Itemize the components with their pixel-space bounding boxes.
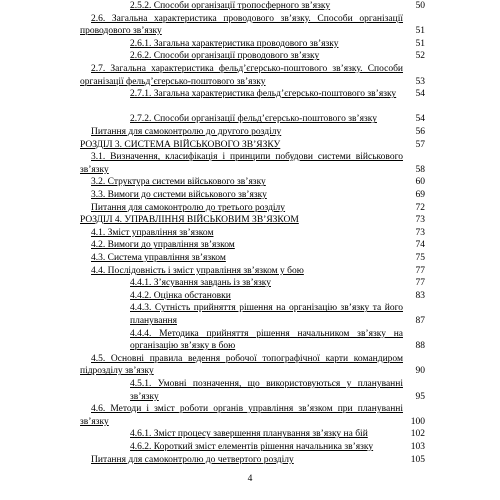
toc-entry[interactable] — [80, 454, 425, 467]
toc-entry-title: 4.2. Вимоги до управління зв’язком — [91, 240, 235, 251]
toc-entry-title: 2.6.1. Загальна характеристика проводового зв’язку — [130, 38, 339, 49]
toc-entry[interactable] — [80, 353, 425, 378]
toc-entry[interactable] — [80, 441, 425, 454]
toc-entry[interactable] — [80, 428, 425, 441]
toc-entry[interactable] — [80, 227, 425, 240]
toc-entry-page: 88 — [415, 341, 425, 352]
toc-entry-title: 2.6. Загальна характеристика проводового зв’язку. Способи організації проводового зв’язку — [80, 13, 403, 37]
toc-entry-page: 95 — [415, 391, 425, 402]
toc-entry[interactable] — [80, 265, 425, 278]
toc-entry-title: 2.7.1. Загальна характеристика фельд’єгерсько-поштового зв’язку — [130, 89, 397, 100]
toc-entry-page: 105 — [410, 454, 425, 465]
toc-entry-page: 90 — [415, 366, 425, 377]
page-number: 4 — [247, 474, 253, 484]
toc-entry-page: 51 — [415, 38, 425, 49]
toc-entry-title: 3.1. Визначення, класифікація і принципи побудови системи військового зв’язку — [80, 152, 403, 175]
toc-entry[interactable] — [80, 403, 425, 428]
toc-entry-title: 4.4.1. З’ясування завдань із зв’язку — [130, 278, 271, 289]
toc-entry-page: 57 — [415, 139, 425, 150]
toc-entry-page: 73 — [415, 227, 425, 238]
toc-entry[interactable] — [80, 113, 425, 126]
toc-entry[interactable] — [80, 328, 425, 353]
toc-entry-title: 3.3. Вимоги до системи військового зв’язку — [91, 190, 267, 200]
toc-entry[interactable] — [80, 126, 425, 139]
toc-entry-title: Питання для самоконтролю до четвертого розділу — [91, 454, 294, 465]
toc-entry[interactable] — [80, 63, 425, 88]
toc-entry[interactable] — [80, 378, 425, 403]
toc-entry-title: 2.7.2. Способи організації фельд’єгерсько-поштового зв’язку — [130, 114, 377, 125]
toc-entry-page: 100 — [410, 416, 425, 427]
toc-entry-title: Питання для самоконтролю до другого розділу — [91, 127, 282, 137]
toc-entry[interactable] — [80, 202, 425, 215]
toc-entry-page: 102 — [410, 429, 425, 440]
toc-entry-page: 72 — [415, 202, 425, 213]
toc-entry-title: 2.5.2. Способи організації тропосферного зв’язку — [130, 1, 331, 11]
toc-entry-title: 4.6.2. Короткий зміст елементів рішення начальника зв’язку — [130, 442, 374, 452]
toc-entry-page: 56 — [415, 127, 425, 137]
toc-entry[interactable] — [80, 290, 425, 303]
toc-entry-page: 83 — [415, 290, 425, 301]
toc-entry[interactable] — [80, 302, 425, 327]
toc-entry[interactable] — [80, 176, 425, 189]
toc-entry-title: 4.5. Основні правила ведення робочої топографічної карти командиром підрозділу зв’язку — [80, 353, 403, 377]
toc-entry-page: 77 — [415, 278, 425, 289]
toc-entry[interactable] — [80, 277, 425, 290]
toc-entry[interactable] — [80, 13, 425, 38]
toc-entry-title: 4.6. Методи і зміст роботи органів управління зв’язком при плануванні зв’язку — [80, 404, 403, 427]
toc-entry-page: 77 — [415, 265, 425, 276]
toc-entry-page: 103 — [410, 442, 425, 452]
toc-entry-title: 4.1. Зміст управління зв’язком — [91, 227, 214, 238]
toc-entry[interactable] — [80, 139, 425, 152]
toc-entry-title: 4.4.2. Оцінка обстановки — [130, 290, 231, 301]
toc-entry-page: 74 — [415, 240, 425, 251]
toc-entry-title: 4.4.4. Методика прийняття рішення начальником зв’язку на організацію зв’язку в бою — [130, 328, 403, 352]
toc-entry-page: 54 — [415, 114, 425, 125]
toc-entry[interactable] — [80, 38, 425, 51]
toc-entry[interactable] — [80, 239, 425, 252]
toc-entry-title: 4.5.1. Умовні позначення, що використовуються у плануванні зв’язку — [130, 379, 403, 402]
toc-entry-title: 4.3. Система управління зв’язком — [91, 253, 226, 263]
toc-entry[interactable] — [80, 214, 425, 227]
toc-entry-title: Питання для самоконтролю до третього розділу — [91, 202, 286, 213]
toc-entry-page: 52 — [415, 51, 425, 62]
toc-entry-page: 75 — [415, 253, 425, 263]
toc-entry-page: 60 — [415, 177, 425, 188]
toc-entry-title: 2.7. Загальна характеристика фельд’єгерсько-поштового зв’язку. Способи організації фельд’єгерсько-поштового зв’язку — [80, 64, 403, 87]
toc-entry-title: РОЗДІЛ 4. УПРАВЛІННЯ ВІЙСЬКОВИМ ЗВ’ЯЗКОМ — [80, 215, 299, 226]
toc-entry-title: 4.6.1. Зміст процесу завершення планування зв’язку на бій — [130, 429, 368, 440]
toc-entry-page: 53 — [415, 76, 425, 87]
toc-entry-page: 54 — [415, 89, 425, 100]
toc-entry[interactable] — [80, 50, 425, 63]
toc-entry-page: 50 — [415, 1, 425, 11]
toc-entry-title: 4.4. Послідовність і зміст управління зв’язком у бою — [91, 265, 304, 276]
toc-entry[interactable] — [80, 252, 425, 265]
toc-entry-page: 51 — [415, 26, 425, 37]
toc-entry-page: 73 — [415, 215, 425, 226]
toc-entry-title: 4.4.3. Сутність прийняття рішення на організацію зв’язку та його планування — [130, 303, 403, 326]
toc-entry[interactable] — [80, 88, 425, 101]
toc-entry-page: 87 — [415, 315, 425, 326]
toc-entry[interactable] — [80, 0, 425, 13]
toc-entry-page: 69 — [415, 190, 425, 200]
toc-entry-title: 3.2. Структура системи військового зв’язку — [91, 177, 266, 188]
toc-entry-title: 2.6.2. Способи організації проводового зв’язку — [130, 51, 320, 62]
toc-entry[interactable] — [80, 151, 425, 176]
toc-entry-page: 58 — [415, 164, 425, 175]
toc-entry[interactable] — [80, 189, 425, 202]
toc-entry-title: РОЗДІЛ 3. СИСТЕМА ВІЙСЬКОВОГО ЗВ’ЯЗКУ — [80, 139, 281, 150]
